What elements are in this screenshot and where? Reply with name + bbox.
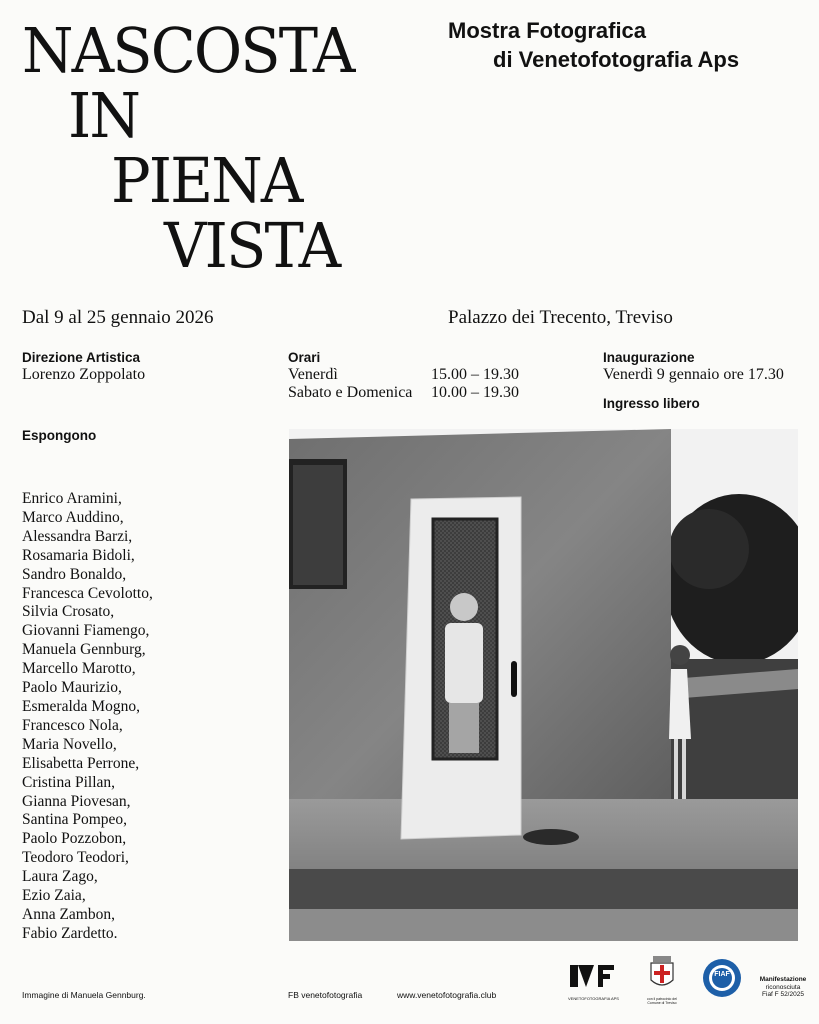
exhibitor-name: Gianna Piovesan, [22,792,131,810]
fiaf-badge [702,958,742,998]
entry-note: Ingresso libero [603,396,700,411]
exhibitor-name: Cristina Pillan, [22,773,115,791]
hours-row [288,384,528,402]
hours-day: Sabato e Domenica [288,384,413,401]
fiaf-recognition [750,976,816,999]
exhibitor-name: Anna Zambon, [22,905,115,923]
hours-row [288,366,528,384]
exhibitor-name: Elisabetta Perrone, [22,754,140,772]
hours-time: 15.00 – 19.30 [431,366,519,383]
exhibition-dates: Dal 9 al 25 gennaio 2026 [22,307,214,328]
exhibitor-name: Maria Novello, [22,735,117,753]
subtitle-line-1: Mostra Fotografica [448,18,647,43]
exhibition-subtitle [448,16,739,74]
title-line-2: IN [68,79,140,152]
exhibitor-name: Paolo Maurizio, [22,679,122,697]
exhibitor-name: Silvia Crosato, [22,603,115,621]
exhibitor-name: Giovanni Fiamengo, [22,622,150,640]
exhibitor-name: Manuela Gennburg, [22,641,146,659]
vf-logo-mark [568,961,618,991]
venetofotografia-logo [568,961,618,999]
exhibitor-name: Enrico Aramini, [22,490,122,507]
exhibitor-name: Marco Auddino, [22,508,124,526]
exhibitor-name: Teodoro Teodori, [22,849,129,867]
exhibitors-label: Espongono [22,428,97,443]
photo-girl-behind-door [289,429,798,941]
recognition-line-1: Manifestazione [759,976,807,983]
exhibitor-name: Sandro Bonaldo, [22,565,127,583]
facebook-link[interactable]: FB venetofotografia [288,990,363,1000]
exhibitor-name: Santina Pompeo, [22,811,128,829]
hours-block [288,350,528,402]
fiaf-label: FIAF [714,971,730,978]
title-line-1: NASCOSTA [22,14,354,87]
treviso-crest-logo [640,954,684,1004]
exhibitor-name: Esmeralda Mogno, [22,697,140,715]
exhibitor-name: Alessandra Barzi, [22,527,133,545]
exhibitor-name: Fabio Zardetto. [22,924,118,942]
image-credit: Immagine di Manuela Gennburg. [22,990,146,1000]
hours-label: Orari [288,350,321,365]
direction-name: Lorenzo Zoppolato [22,366,146,383]
direction-label: Direzione Artistica [22,350,141,365]
inauguration-label: Inaugurazione [603,350,695,365]
inauguration-value: Venerdì 9 gennaio ore 17.30 [603,366,784,383]
subtitle-line-2: di Venetofotografia Aps [493,47,740,72]
exhibitor-name: Ezio Zaia, [22,887,86,905]
exhibitor-name: Marcello Marotto, [22,660,136,678]
exhibition-photo [289,429,798,941]
exhibitor-name: Francesco Nola, [22,716,123,734]
crest-icon [647,954,677,992]
exhibitor-name: Rosamaria Bidoli, [22,546,135,564]
website-link[interactable]: www.venetofotografia.club [397,990,497,1000]
exhibition-venue: Palazzo dei Trecento, Treviso [448,307,673,328]
inauguration-block [603,350,784,411]
exhibitor-name: Paolo Pozzobon, [22,830,127,848]
exhibitors-list [22,490,153,944]
recognition-line-3: Fiaf F 52/2025 [762,991,804,998]
title-line-3: PIENA [111,144,302,217]
title-line-4: VISTA [164,209,340,282]
crest-text: con il patrocinio del Comune di Treviso [647,997,677,1005]
exhibitor-name: Francesca Cevolotto, [22,584,153,602]
exhibitor-name: Laura Zago, [22,868,98,886]
hours-day: Venerdì [288,366,338,383]
recognition-line-2: riconosciuta [765,983,801,991]
hours-time: 10.00 – 19.30 [431,384,519,401]
vf-logo-text: VENETOFOTOGRAFIA APS [568,996,619,1001]
direction-block [22,350,145,384]
fiaf-circle-icon [702,958,742,998]
